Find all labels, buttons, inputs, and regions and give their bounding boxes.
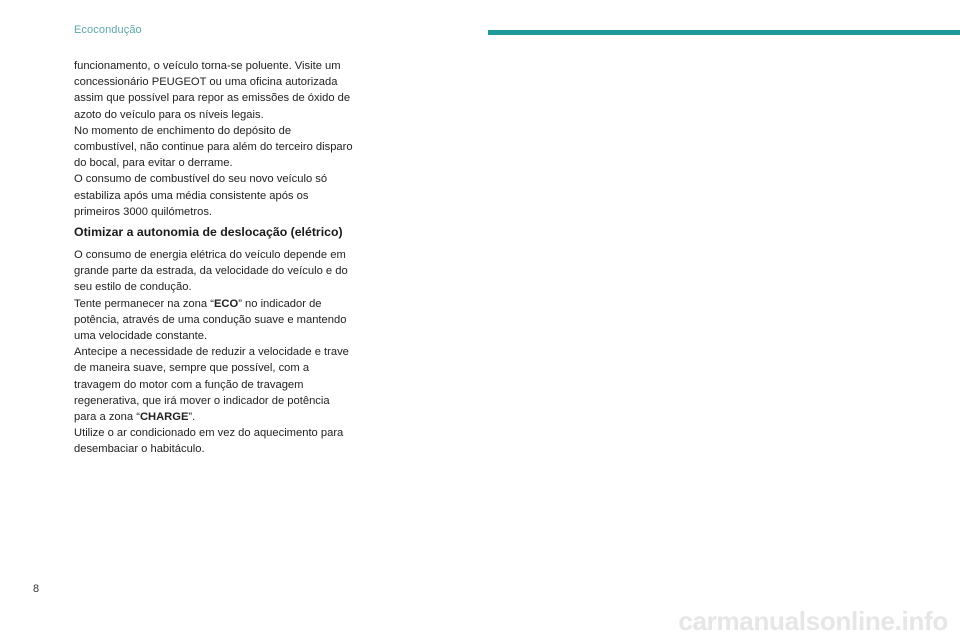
eco-text-before: Tente permanecer na zona “	[74, 297, 214, 310]
paragraph-consumption: O consumo de combustível do seu novo veículo só estabiliza após uma média consistente após os primeiros 3000 quilómetros.	[74, 173, 328, 218]
paragraph-charge-zone	[74, 344, 354, 425]
section-heading: Otimizar a autonomia de deslocação (elétrico)	[74, 225, 343, 240]
section-title: Ecocondução	[74, 24, 142, 36]
charge-label: CHARGE	[139, 411, 189, 424]
page-number: 8	[33, 583, 40, 595]
paragraph-refuelling: No momento de enchimento do depósito de combustível, não continue para além do terceiro disparo do bocal, para evitar o derrame.	[74, 124, 353, 170]
paragraph-emissions: funcionamento, o veículo torna-se poluente. Visite um concessionário PEUGEOT ou uma oficina autorizada assim que possível para repor as emissões de óxido de azoto do veículo para os níveis legais.	[74, 60, 351, 121]
header-bar	[488, 30, 960, 35]
page-content	[74, 58, 354, 458]
charge-text-before: Antecipe a necessidade de reduzir a velocidade e trave de maneira suave, sempre que possível, com a travagem do motor com a função de travagem regenerativa, que irá mover o indicador de potência para a zona “	[74, 346, 349, 424]
paragraph-eco-zone	[74, 296, 354, 345]
paragraph-energy: O consumo de energia elétrica do veículo depende em grande parte da estrada, da velocidade do veículo e do seu estilo de condução.	[74, 249, 348, 294]
watermark: carmanualsonline.info	[678, 606, 948, 636]
charge-text-after: ”.	[188, 411, 196, 424]
eco-label: ECO	[213, 297, 239, 310]
eco-text-after: ” no indicador de potência, através de uma condução suave e mantendo uma velocidade constante.	[74, 297, 347, 343]
paragraph-air-conditioning: Utilize o ar condicionado em vez do aquecimento para desembaciar o habitáculo.	[74, 427, 344, 456]
